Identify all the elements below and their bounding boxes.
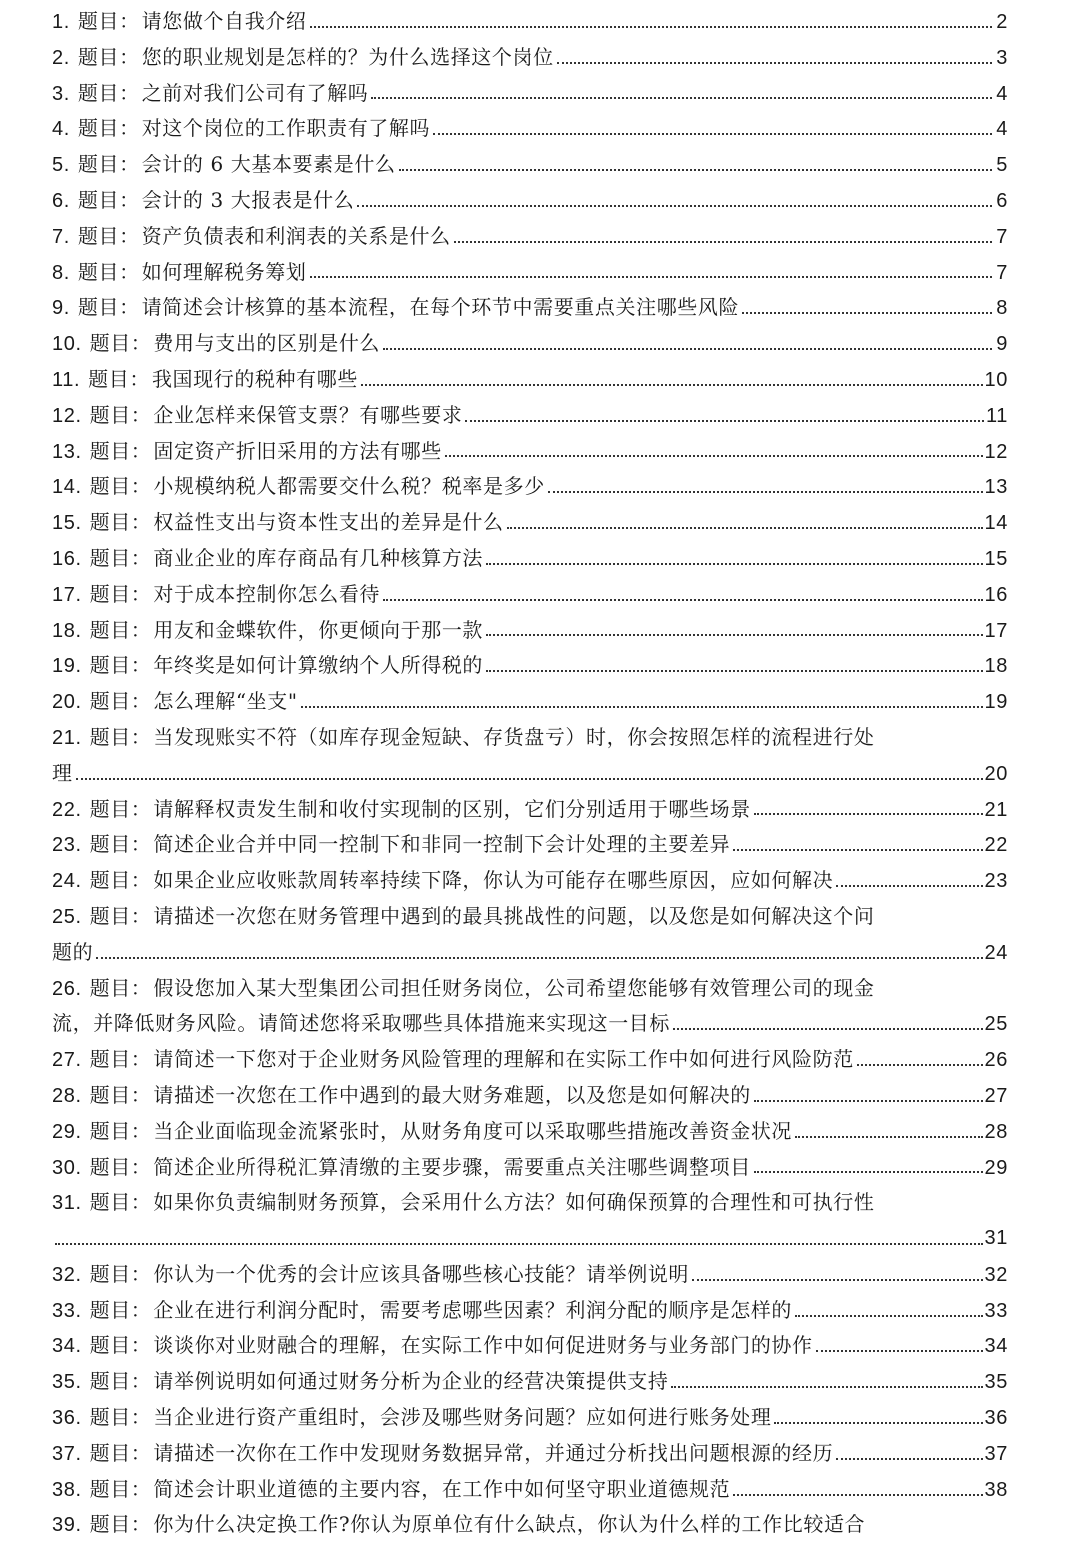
toc-page-number: 16 [984,583,1008,606]
toc-entry-number: 8. [52,261,70,284]
toc-entry-title: 对于成本控制你怎么看待 [153,581,381,606]
toc-page-number: 34 [984,1335,1008,1358]
toc-entry-number: 34. [52,1335,82,1358]
dot-leader [754,1086,983,1106]
toc-page-number: 23 [984,870,1008,893]
toc-entry-title: 如何理解税务筹划 [141,259,307,284]
toc-entry-number: 6. [52,189,70,212]
toc-entry-line [52,720,1008,756]
toc-entry-line [52,111,1008,147]
toc-entry[interactable] [52,1400,1008,1436]
toc-entry-title: 假设您加入某大型集团公司担任财务岗位，公司希望您能够有效管理公司的现金 [153,975,875,1000]
toc-entry-number: 24. [52,870,82,893]
toc-entry-line [52,362,1008,398]
dot-leader [836,1444,982,1464]
toc-entry-title: 请解释权责发生制和收付实现制的区别，它们分别适用于哪些场景 [153,796,751,821]
toc-entry[interactable] [52,827,1008,863]
toc-entry[interactable] [52,40,1008,76]
toc-entry-line [52,1042,1008,1078]
toc-entry-label: 题目： [89,1047,152,1072]
toc-entry-line [52,469,1008,505]
toc-entry-title: 请举例说明如何通过财务分析为企业的经营决策提供支持 [153,1369,669,1394]
toc-page-number: 15 [984,547,1008,570]
toc-page-number: 36 [984,1407,1008,1430]
toc-entry-line [52,613,1008,649]
toc-entry-line [52,147,1008,183]
toc-entry-title: 您的职业规划是怎样的？为什么选择这个岗位 [141,44,554,69]
toc-entry-title: 会计的 3 大报表是什么 [141,187,355,212]
toc-page-number: 35 [984,1371,1008,1394]
toc-entry-line [52,541,1008,577]
toc-entry-line [52,971,1008,1007]
toc-entry-line [52,577,1008,613]
dot-leader [433,119,992,139]
toc-entry-line [52,505,1008,541]
toc-entry-number: 30. [52,1156,82,1179]
toc-entry-number: 7. [52,225,70,248]
toc-entry-label: 题目： [89,689,152,714]
toc-entry-label: 题目： [89,1512,152,1537]
toc-entry-title: 谈谈你对业财融合的理解，在实际工作中如何促进财务与业务部门的协作 [153,1333,813,1358]
toc-page-number: 3 [996,46,1008,69]
toc-entry-label: 题目： [77,259,140,284]
toc-entry-number: 27. [52,1049,82,1072]
toc-entry-label: 题目： [89,581,152,606]
toc-page-number: 26 [984,1049,1008,1072]
toc-entry[interactable] [52,1436,1008,1472]
dot-leader [557,48,992,68]
toc-entry-label: 题目： [89,1440,152,1465]
dot-leader [383,334,992,354]
toc-entry-title: 请描述一次您在工作中遇到的最大财务难题，以及您是如何解决的 [153,1082,751,1107]
toc-entry-line [52,1472,1008,1508]
toc-entry-line [52,792,1008,828]
toc-entry-number: 35. [52,1371,82,1394]
toc-entry-line [52,1328,1008,1364]
toc-entry-number: 22. [52,798,82,821]
toc-page-number: 14 [984,512,1008,535]
dot-leader [486,656,983,676]
toc-entry-line [52,1364,1008,1400]
toc-entry-title: 简述会计职业道德的主要内容，在工作中如何坚守职业道德规范 [153,1476,731,1501]
toc-entry-title: 如果企业应收账款周转率持续下降，你认为可能存在哪些原因，应如何解决 [153,868,834,893]
toc-entry-number: 36. [52,1407,82,1430]
toc-page-number: 22 [984,834,1008,857]
toc-entry-title: 费用与支出的区别是什么 [153,331,381,356]
toc-entry[interactable] [52,469,1008,505]
toc-entry-label: 题目： [89,510,152,535]
toc-entry-label: 题目： [77,295,140,320]
toc-entry-label: 题目： [77,9,140,33]
toc-entry-label: 题目： [89,1297,152,1322]
toc-entry-title: 对这个岗位的工作职责有了解吗 [141,116,431,141]
toc-page-number: 37 [984,1442,1008,1465]
dot-leader [507,513,983,533]
toc-entry-title: 请描述一次您在财务管理中遇到的最具挑战性的问题，以及您是如何解决这个问 [153,903,875,928]
toc-entry-label: 题目： [89,474,152,499]
toc-entry-line [52,1078,1008,1114]
toc-entry-line [52,1257,1008,1293]
toc-entry[interactable] [52,1364,1008,1400]
toc-entry-number: 2. [52,46,70,69]
toc-page-number: 33 [984,1299,1008,1322]
toc-entry-label: 题目： [89,724,152,749]
dot-leader [816,1336,983,1356]
toc-entry-number: 16. [52,547,82,570]
toc-page-number: 11 [986,404,1008,427]
toc-entry-line [52,648,1008,684]
dot-leader [673,1014,983,1034]
toc-entry-label: 题目： [89,545,152,570]
toc-entry-title: 请简述一下您对于企业财务风险管理的理解和在实际工作中如何进行风险防范 [153,1047,854,1072]
toc-entry-label: 题目： [89,868,152,893]
toc-page-number: 2 [996,11,1008,33]
toc-entry-label: 题目： [89,1369,152,1394]
toc-entry-number: 18. [52,619,82,642]
dot-leader [692,1265,983,1285]
toc-entry-label: 题目： [89,438,152,463]
toc-entry-title: 年终奖是如何计算缴纳个人所得税的 [153,653,484,678]
toc-entry-label: 题目： [77,116,140,141]
dot-leader [310,262,992,282]
toc-entry[interactable] [52,613,1008,649]
toc-page-number: 28 [984,1120,1008,1143]
dot-leader [754,1157,983,1177]
toc-entry-number: 23. [52,834,82,857]
dot-leader [857,1050,983,1070]
toc-entry-label: 题目： [88,366,150,391]
toc-entry-title: 会计的 6 大基本要素是什么 [141,152,396,177]
toc-entry-title: 商业企业的库存商品有几种核算方法 [153,545,484,570]
toc-page-number: 21 [984,798,1008,821]
toc-entry-line [52,1400,1008,1436]
dot-leader [486,549,983,569]
toc-entry[interactable] [52,899,1008,971]
toc-entry-title: 当企业面临现金流紧张时，从财务角度可以采取哪些措施改善资金状况 [153,1118,793,1143]
toc-entry-line [52,326,1008,362]
toc-entry-label: 题目： [89,1118,152,1143]
dot-leader [671,1372,982,1392]
toc-entry[interactable] [52,1328,1008,1364]
toc-entry-number: 9. [52,297,70,320]
toc-entry-label: 题目： [77,44,140,69]
toc-page-number: 5 [996,154,1008,177]
toc-entry-title: 企业在进行利润分配时，需要考虑哪些因素？利润分配的顺序是怎样的 [153,1297,793,1322]
toc-entry-number: 4. [52,118,70,141]
toc-entry-number: 5. [52,154,70,177]
toc-entry-line [52,756,1008,792]
toc-entry-line [52,219,1008,255]
toc-entry-line [52,1150,1008,1186]
toc-page-number: 4 [996,118,1008,141]
toc-page-number: 8 [996,297,1008,320]
dot-leader [733,1480,982,1500]
toc-entry-label: 题目： [77,223,140,248]
toc-entry-line [52,255,1008,291]
toc-entry[interactable] [52,1150,1008,1186]
toc-entry-line [52,398,1008,434]
toc-page-number: 29 [984,1156,1008,1179]
dot-leader [795,1122,983,1142]
toc-page-number: 17 [984,619,1008,642]
toc-entry-label: 题目： [89,796,152,821]
toc-entry-line [52,1436,1008,1472]
toc-entry-number: 13. [52,440,82,463]
toc-entry[interactable] [52,720,1008,792]
dot-leader [399,155,992,175]
toc-entry[interactable] [52,1042,1008,1078]
dot-leader [96,943,982,963]
toc-entry-line [52,40,1008,76]
toc-entry-title: 固定资产折旧采用的方法有哪些 [153,438,442,463]
toc-entry-label: 题目： [77,187,140,212]
toc-entry-title: 如果你负责编制财务预算，会采用什么方法？如何确保预算的合理性和可执行性 [153,1190,875,1215]
dot-leader [465,406,984,426]
toc-entry-number: 10. [52,333,82,356]
toc-entry[interactable] [52,398,1008,434]
toc-page-number: 7 [996,225,1008,248]
dot-leader [361,370,983,390]
toc-entry-number: 11. [52,368,81,391]
toc-page-number: 12 [984,440,1008,463]
dot-leader [76,764,983,784]
toc-entry-title: 简述企业所得税汇算清缴的主要步骤，需要重点关注哪些调整项目 [153,1154,751,1179]
toc-entry-title-continued: 流，并降低财务风险。请简述您将采取哪些具体措施来实现这一目标 [52,1011,670,1036]
toc-entry-line [52,434,1008,470]
dot-leader [742,298,992,318]
toc-page-number: 4 [996,82,1008,105]
toc-entry[interactable] [52,434,1008,470]
dot-leader [774,1408,982,1428]
toc-entry[interactable] [52,326,1008,362]
toc-entry[interactable] [52,1078,1008,1114]
toc-entry-label: 题目： [89,832,152,857]
toc-entry[interactable] [52,1472,1008,1508]
toc-entry-title: 请您做个自我介绍 [141,9,307,33]
toc-entry[interactable] [52,4,1008,40]
toc-page-number: 7 [996,261,1008,284]
toc-entry-title: 请简述会计核算的基本流程，在每个环节中需要重点关注哪些风险 [141,295,740,320]
toc-entry-title-continued: 理 [52,760,73,785]
toc-entry-line [52,1006,1008,1042]
toc-entry-number: 14. [52,476,82,499]
toc-entry[interactable] [52,255,1008,291]
toc-entry[interactable] [52,1114,1008,1150]
toc-entry[interactable] [52,111,1008,147]
toc-entry-title: 资产负债表和利润表的关系是什么 [141,223,451,248]
toc-entry-label: 题目： [77,80,140,105]
dot-leader [836,871,982,891]
toc-entry-label: 题目： [89,1190,152,1215]
toc-entry-number: 25. [52,905,82,928]
dot-leader [486,620,983,640]
toc-page-number: 10 [984,368,1008,391]
toc-entry-number: 26. [52,977,82,1000]
toc-entry-line [52,935,1008,971]
toc-page-number: 32 [984,1263,1008,1286]
toc-entry-title: 企业怎样来保管支票？有哪些要求 [153,402,463,427]
toc-entry-number: 12. [52,404,82,427]
toc-page-number: 9 [996,333,1008,356]
toc-entry-label: 题目： [77,152,140,177]
toc-page-number: 6 [996,189,1008,212]
table-of-contents [52,4,1008,1543]
toc-entry-number: 1. [52,11,70,33]
toc-entry[interactable] [52,577,1008,613]
toc-page-number: 27 [984,1084,1008,1107]
dot-leader [733,835,982,855]
toc-page-number: 25 [984,1013,1008,1036]
toc-entry-number: 37. [52,1442,82,1465]
toc-entry-number: 29. [52,1120,82,1143]
toc-entry-title: 用友和金蝶软件，你更倾向于那一款 [153,617,484,642]
toc-entry[interactable] [52,1257,1008,1293]
toc-entry-number: 21. [52,726,82,749]
toc-entry-title: 当企业进行资产重组时，会涉及哪些财务问题？应如何进行账务处理 [153,1405,772,1430]
toc-entry[interactable] [52,648,1008,684]
toc-entry-label: 题目： [89,1333,152,1358]
toc-entry[interactable] [52,684,1008,720]
toc-entry[interactable] [52,76,1008,112]
toc-entry[interactable] [52,1293,1008,1329]
dot-leader [310,12,992,32]
toc-entry-line [52,183,1008,219]
toc-entry-number: 39. [52,1514,82,1537]
toc-entry-line [52,1507,1008,1543]
dot-leader [301,692,983,712]
toc-entry-title: 请描述一次你在工作中发现财务数据异常，并通过分析找出问题根源的经历 [153,1440,834,1465]
toc-entry-number: 15. [52,512,82,535]
toc-entry[interactable] [52,1507,1008,1543]
toc-entry-title: 当发现账实不符（如库存现金短缺、存货盘亏）时，你会按照怎样的流程进行处 [153,724,875,749]
toc-entry-line [52,863,1008,899]
dot-leader [795,1301,983,1321]
toc-entry-label: 题目： [89,331,152,356]
toc-entry-label: 题目： [89,1261,152,1286]
toc-entry[interactable] [52,219,1008,255]
toc-entry-number: 38. [52,1478,82,1501]
toc-page-number: 13 [984,476,1008,499]
dot-leader [371,83,992,103]
toc-entry[interactable] [52,863,1008,899]
toc-entry-line [52,684,1008,720]
toc-entry-label: 题目： [89,1405,152,1430]
toc-entry-label: 题目： [89,1476,152,1501]
toc-entry-number: 33. [52,1299,82,1322]
toc-entry[interactable] [52,362,1008,398]
toc-entry[interactable] [52,1185,1008,1257]
toc-entry-number: 28. [52,1084,82,1107]
toc-entry-line [52,76,1008,112]
toc-entry-line [52,1185,1008,1221]
toc-page-number: 24 [984,941,1008,964]
toc-entry-label: 题目： [89,1082,152,1107]
toc-entry[interactable] [52,290,1008,326]
toc-entry-label: 题目： [89,903,152,928]
toc-entry-line [52,827,1008,863]
toc-entry-title: 你认为一个优秀的会计应该具备哪些核心技能？请举例说明 [153,1261,690,1286]
toc-entry-number: 17. [52,583,82,606]
dot-leader [357,191,992,211]
dot-leader [454,227,992,247]
toc-entry-number: 3. [52,82,70,105]
dot-leader [548,477,983,497]
toc-entry-line [52,1293,1008,1329]
toc-entry-title-continued: 题的 [52,939,94,964]
toc-entry-label: 题目： [89,653,152,678]
toc-entry-title: 我国现行的税种有哪些 [151,366,358,391]
dot-leader [383,585,983,605]
toc-entry-number: 20. [52,691,82,714]
toc-entry-title: 小规模纳税人都需要交什么税？税率是多少 [153,474,545,499]
toc-entry-line [52,290,1008,326]
dot-leader [55,1229,983,1249]
toc-entry[interactable] [52,541,1008,577]
toc-entry[interactable] [52,792,1008,828]
toc-entry[interactable] [52,505,1008,541]
dot-leader [754,799,983,819]
toc-entry-title: 之前对我们公司有了解吗 [141,80,369,105]
toc-entry-line [52,4,1008,40]
toc-entry-label: 题目： [89,402,152,427]
toc-entry-number: 19. [52,655,82,678]
toc-entry[interactable] [52,971,1008,1043]
dot-leader [445,441,983,461]
toc-page-number: 38 [984,1478,1008,1501]
toc-entry-title: 权益性支出与资本性支出的差异是什么 [153,510,504,535]
toc-page-number: 19 [984,691,1008,714]
toc-page-number: 20 [984,762,1008,785]
toc-entry-title: 你为什么决定换工作?你认为原单位有什么缺点，你认为什么样的工作比较适合 [153,1512,866,1537]
toc-entry-number: 32. [52,1263,82,1286]
toc-entry-number: 31. [52,1192,82,1215]
toc-entry-line [52,899,1008,935]
toc-page-number: 18 [984,655,1008,678]
toc-entry-label: 题目： [89,617,152,642]
toc-entry[interactable] [52,183,1008,219]
toc-page-number: 31 [984,1227,1008,1250]
toc-entry-title: 简述企业合并中同一控制下和非同一控制下会计处理的主要差异 [153,832,731,857]
toc-entry[interactable] [52,147,1008,183]
toc-entry-label: 题目： [89,1154,152,1179]
toc-entry-label: 题目： [89,975,152,1000]
toc-entry-line [52,1114,1008,1150]
toc-entry-title: 怎么理解“坐支" [153,689,298,714]
toc-entry-line [52,1221,1008,1257]
